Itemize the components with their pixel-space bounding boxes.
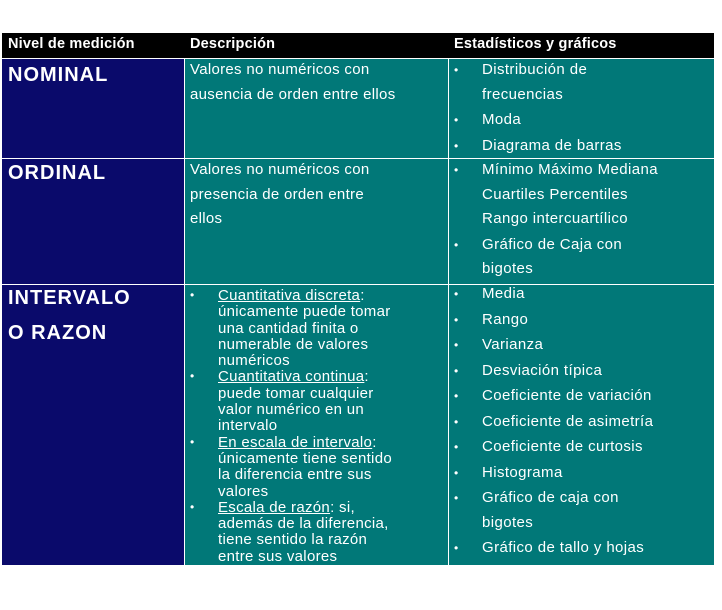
bullet-icon: • [454,389,459,403]
bullet-icon: • [454,312,459,327]
list-item: • Varianza [449,333,714,358]
level-name: NOMINAL [8,64,109,86]
list-item: • Gráfico de caja con bigotes [449,486,714,535]
row-ordinal-description [185,159,448,284]
list-item: • Gráfico de tallo y hojas [449,536,714,561]
list-item: • Cuantitativa continua: puede tomar cualquier valor numérico en un intervalo [190,368,374,435]
list-item: • Histograma [449,461,714,486]
level-name: INTERVALO [8,287,131,309]
row-ordinal-stats [449,159,714,284]
list-item: • Cuantitativa discreta: únicamente puede tomar una cantidad finita o numerable de valores numéricos [190,287,391,370]
bullet-icon: • [454,440,459,454]
description-line: presencia de orden entre [190,185,364,203]
row-interval-description [185,285,448,565]
bullet-icon: • [454,63,459,77]
bullet-icon: • [190,434,195,449]
row-interval-stats [449,285,714,565]
stats-list [449,58,714,159]
term: Cuantitativa continua [218,368,365,386]
list-item: • Coeficiente de curtosis [449,435,714,460]
bullet-icon: • [454,138,459,153]
bullet-icon: • [190,369,195,384]
bullet-icon: • [454,163,459,177]
description-line: ellos [190,210,223,227]
list-item: • Rango [449,308,714,333]
level-name: ORDINAL [8,162,107,184]
level-name: O RAZON [8,322,108,344]
list-item: • En escala de intervalo: únicamente tiene sentido la diferencia entre sus valores [190,433,392,500]
row-nominal-level [2,59,184,158]
row-interval-level [2,285,184,565]
bullet-icon: • [454,414,459,429]
description-list [185,288,448,565]
header-level: Nivel de medición [8,36,135,52]
term: En escala de intervalo [218,433,373,451]
list-item: • Diagrama de barras [449,134,714,159]
list-item: • Gráfico de Caja con bigotes [449,233,714,282]
bullet-icon: • [454,237,459,252]
bullet-icon: • [454,465,459,480]
bullet-icon: • [454,541,459,555]
list-item: • Media [449,282,714,307]
list-item: • Mínimo Máximo Mediana Cuartiles Percentiles Rango intercuartílico [449,158,714,232]
list-item: • Coeficiente de asimetría [449,410,714,435]
list-item: • Moda [449,108,714,133]
bullet-icon: • [190,288,195,302]
stats-list [449,282,714,562]
list-item: • Distribución de frecuencias [449,58,714,107]
row-nominal-description [185,59,448,158]
description-line: Valores no numéricos con [190,61,370,78]
description-line: ausencia de orden entre ellos [190,85,396,103]
header-description: Descripción [190,36,276,52]
description-line: Valores no numéricos con [190,161,370,178]
bullet-icon: • [454,113,459,127]
list-item: • Coeficiente de variación [449,384,714,409]
row-ordinal-level [2,159,184,284]
bullet-icon: • [454,363,459,378]
bullet-icon: • [454,338,459,352]
term: Cuantitativa discreta [218,287,361,304]
list-item: • Desviación típica [449,359,714,384]
stats-list [449,158,714,283]
term: Escala de razón [218,498,331,516]
bullet-icon: • [454,491,459,505]
row-nominal-stats [449,59,714,158]
description-text [190,58,396,107]
table-header [2,33,714,58]
header-stats: Estadísticos y gráficos [454,36,617,52]
list-item: • Escala de razón: si, además de la diferencia, tiene sentido la razón entre sus valores [190,498,389,565]
bullet-icon: • [454,287,459,301]
measurement-levels-table [2,33,714,565]
description-text [190,158,370,232]
bullet-icon: • [190,499,195,514]
